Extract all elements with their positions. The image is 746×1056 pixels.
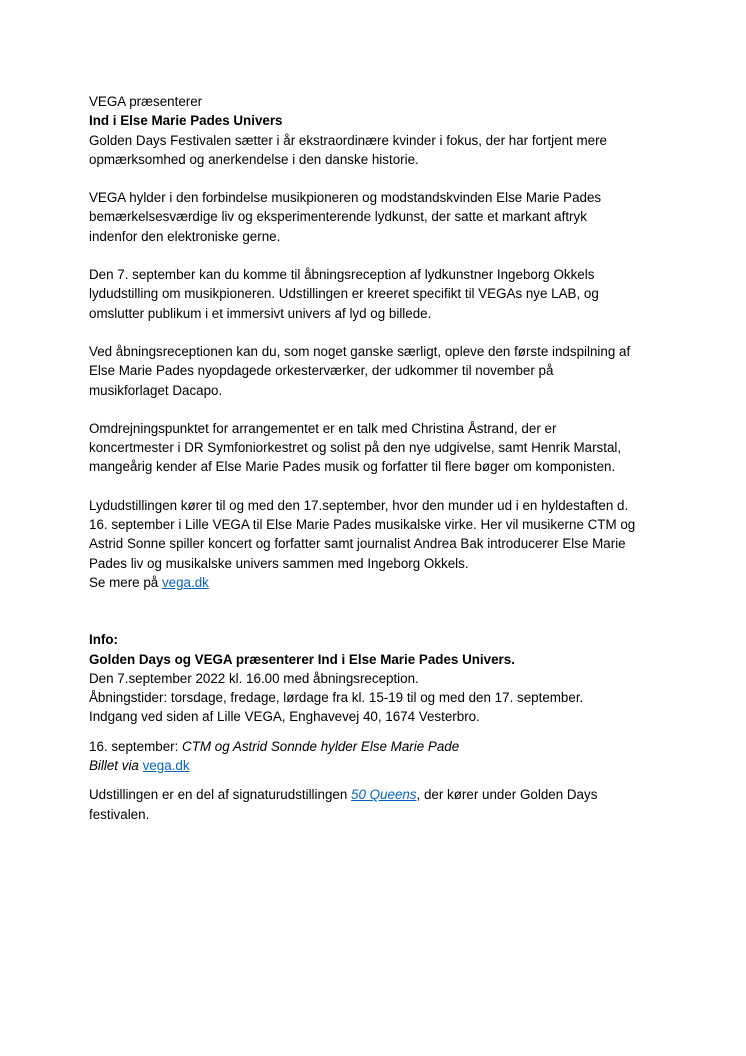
see-more-line (89, 573, 669, 592)
paragraph-line: indenfor den elektroniske gerne. (89, 228, 281, 244)
info-line: Den 7.september 2022 kl. 16.00 med åbningsreception. (89, 670, 419, 686)
ticket-line (89, 756, 669, 775)
see-more-label: Se mere på (89, 574, 162, 590)
footer-line (89, 785, 669, 804)
footer-prefix: Udstillingen er en del af signaturudstillingen (89, 787, 352, 803)
info-line: Indgang ved siden af Lille VEGA, Enghavevej 40, 1674 Vesterbro. (89, 709, 480, 725)
info-section (89, 630, 669, 824)
paragraph-3 (89, 265, 669, 323)
queens-link[interactable]: 50 Queens (351, 787, 417, 803)
paragraph-line: Golden Days Festivalen sætter i år ekstraordinære kvinder i fokus, der har fortjent mere (89, 132, 607, 148)
info-line: Åbningstider: torsdage, fredage, lørdage fra kl. 15-19 til og med den 17. september. (89, 690, 584, 706)
concert-line (89, 737, 669, 756)
concert-title: CTM og Astrid Sonnde hylder Else Marie Pade (182, 738, 460, 754)
paragraph-1 (89, 131, 669, 170)
paragraph-line: Else Marie Pades nyopdagede orkesterværker, der udkommer til november på (89, 363, 554, 379)
paragraph-line: Omdrejningspunktet for arrangementet er en talk med Christina Åstrand, der er (89, 420, 557, 436)
paragraph-line: Pades liv og musikalske univers sammen med Ingeborg Okkels. (89, 555, 469, 571)
paragraph-line: koncertmester i DR Symfoniorkestret og solist på den nye udgivelse, samt Henrik Marstal, (89, 440, 622, 456)
vega-link[interactable]: vega.dk (161, 574, 209, 590)
paragraph-line: Den 7. september kan du komme til åbningsreception af lydkunstner Ingeborg Okkels (89, 267, 595, 283)
footer-suffix: , der kører under Golden Days (416, 787, 598, 803)
paragraph-line: omslutter publikum i et immersivt univers af lyd og billede. (89, 305, 432, 321)
paragraph-line: opmærksomhed og anerkendelse i den danske historie. (89, 151, 419, 167)
concert-date: 16. september: (89, 738, 183, 754)
presenter-line: VEGA præsenterer (89, 94, 203, 109)
ticket-label: Billet via (89, 758, 139, 774)
info-heading: Info: (89, 632, 118, 648)
document-body (89, 92, 669, 824)
ticket-link[interactable]: vega.dk (142, 758, 190, 774)
footer-line-2: festivalen. (89, 806, 150, 822)
paragraph-line: Lydudstillingen kører til og med den 17.september, hvor den munder ud i en hyldestaften d. (89, 497, 629, 513)
paragraph-line: bemærkelsesværdige liv og eksperimenterende lydkunst, der satte et markant aftryk (89, 209, 587, 225)
paragraph-2 (89, 188, 669, 246)
paragraph-4 (89, 342, 669, 400)
paragraph-line: 16. september i Lille VEGA til Else Marie Pades musikalske virke. Her vil musikerne CTM og (89, 517, 636, 533)
paragraph-line: lydudstilling om musikpioneren. Udstillingen er kreeret specifikt til VEGAs nye LAB, og (89, 286, 599, 302)
event-title: Ind i Else Marie Pades Univers (89, 113, 283, 129)
paragraph-line: musikforlaget Dacapo. (89, 382, 223, 398)
paragraph-line: Astrid Sonne spiller koncert og forfatter samt journalist Andrea Bak introducerer Else Marie (89, 536, 626, 552)
paragraph-6 (89, 496, 669, 592)
paragraph-line: VEGA hylder i den forbindelse musikpioneren og modstandskvinden Else Marie Pades (89, 190, 602, 206)
paragraph-5 (89, 419, 669, 477)
paragraph-line: Ved åbningsreceptionen kan du, som noget ganske særligt, opleve den første indspilning af (89, 343, 631, 359)
info-title: Golden Days og VEGA præsenterer Ind i Else Marie Pades Univers. (89, 651, 515, 667)
paragraph-line: mangeårig kender af Else Marie Pades musik og forfatter til flere bøger om komponisten. (89, 459, 616, 475)
